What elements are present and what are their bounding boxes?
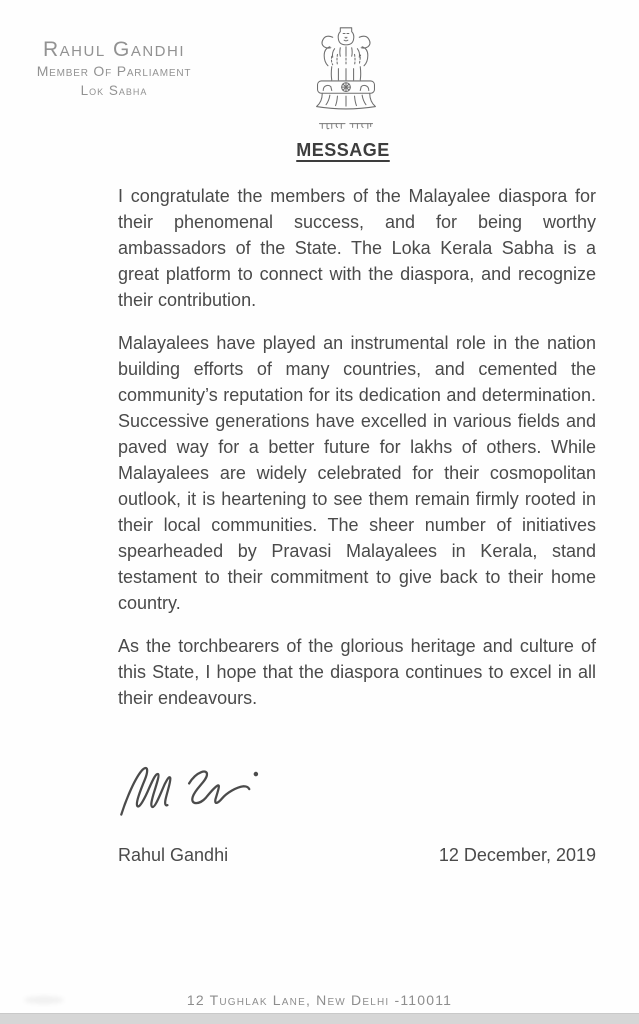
- letter-paragraph: Malayalees have played an instrumental role in the nation building efforts of many countries, and cemented the community’s reputation for its dedication and determination. Successive generations have excelled in various fields and paved way for a better future for lakhs of others. While Malayalees are widely celebrated for their cosmopolitan outlook, it is heartening to see them remain firmly rooted in their local communities. The sheer number of initiatives spearheaded by Pravasi Malayalees in Kerala, stand testament to their commitment to give back to their home country.: [118, 333, 596, 613]
- scan-edge-artifact: [0, 1013, 639, 1024]
- letter-body: [118, 140, 596, 728]
- message-heading: MESSAGE: [296, 140, 390, 160]
- letterhead-name: Rahul Gandhi: [42, 38, 186, 61]
- letterhead-title: Member Of Parliament: [36, 63, 192, 79]
- letter-paragraph: I congratulate the members of the Malayalee diaspora for their phenomenal success, and for being worthy ambassadors of the State. The Loka Kerala Sabha is a great platform to connect with the diaspora, and recognize their contribution.: [118, 186, 596, 310]
- letter-paragraph: As the torchbearers of the glorious heritage and culture of this State, I hope that the diaspora continues to excel in all their endeavours.: [118, 636, 596, 708]
- scan-smudge: [24, 996, 64, 1004]
- signoff-row: [118, 845, 596, 866]
- footer-address: 12 Tughlak Lane, New Delhi -110011: [186, 992, 453, 1008]
- satyameva-jayate-motto: [319, 124, 372, 129]
- letterhead: [28, 40, 200, 98]
- signatory-name: Rahul Gandhi: [118, 845, 229, 865]
- state-emblem-of-india-icon: [303, 24, 389, 136]
- letterhead-house: Lok Sabha: [80, 83, 148, 98]
- handwritten-signature: [110, 758, 270, 824]
- letter-date: 12 December, 2019: [438, 845, 596, 865]
